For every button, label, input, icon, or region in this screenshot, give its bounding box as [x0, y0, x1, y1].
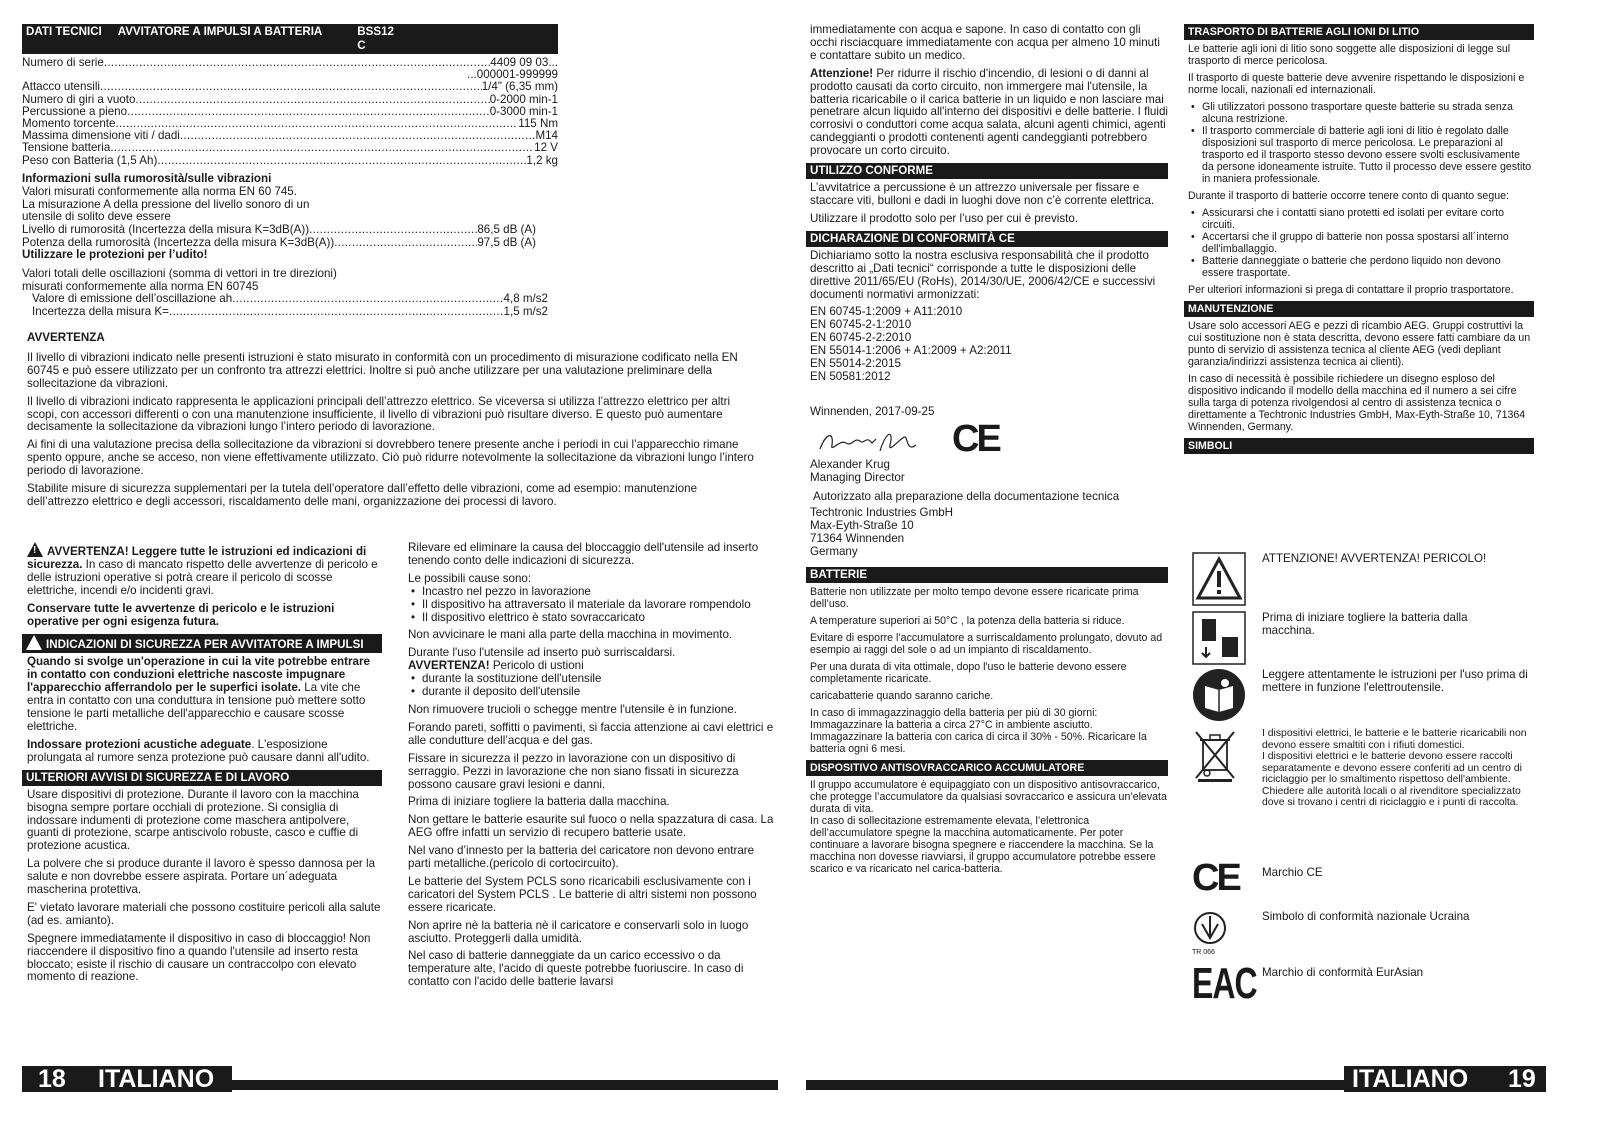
col2-paragraph: Forando pareti, soffitti o pavimenti, si faccia attenzione ai cavi elettrici e alle condutture dell’acqua e del gas.	[408, 720, 774, 747]
spec-value: 1,5 m/s2	[503, 304, 548, 318]
spec-table	[22, 57, 560, 167]
spec-value: 1,2 kg	[526, 153, 558, 167]
transport-paragraph: Per ulteriori informazioni si prega di contattare il proprio trasportatore.	[1188, 284, 1514, 296]
spec-row	[22, 224, 536, 236]
more-paragraph: Usare dispositivi di protezione. Durante il lavoro con la macchina bisogna sempre portare occhiali di protezione. Si consiglia di indossare indumenti di protezione come maschera antipolvere, guanti di protezione, scarpe antiscivolo robuste, casco e cuffie di protezione acustica.	[27, 787, 359, 853]
list-item: EN 60745-1:2009 + A11:2010	[810, 305, 963, 319]
overload-paragraph: Il gruppo accumulatore è equipaggiato con un dispositivo antisovraccarico, che protegge l’accumulatore da qualsiasi sovraccarico e assicura un’elevata durata di vita.	[810, 779, 1167, 816]
warning-paragraph: Il livello di vibrazioni indicato rappresenta le applicazioni principali dell’attrezzo elettrico. Se viceversa si utilizza l’attrezzo elettrico per altri scopi, con accessori differenti o con una manutenzione insufficiente, il livello di vibrazioni può risultare diverso. E questo può aumentare decisamente la sollecitazione da vibrazioni lungo l’intero periodo di lavorazione.	[27, 394, 731, 434]
spec-row	[32, 293, 548, 305]
vib-line: Valori totali delle oscillazioni (somma di vettori in tre direzioni)	[22, 266, 337, 280]
col2-paragraph: Non rimuovere trucioli o schegge mentre l'utensile è in funzione.	[408, 702, 737, 716]
leader-dots	[232, 293, 503, 305]
spec-value: 97,5 dB (A)	[477, 235, 536, 249]
transport-paragraph: Il trasporto di queste batterie deve avvenire rispettando le disposizioni e norme locali, nazionali ed internazionali.	[1188, 72, 1525, 96]
symbol-text: Prima di iniziare togliere la batteria dalla macchina.	[1262, 611, 1468, 637]
col2-paragraph: Rilevare ed eliminare la causa del bloccaggio dell'utensile ad inserto tenendo conto delle indicazioni di sicurezza.	[408, 541, 759, 567]
leader-dots	[334, 237, 477, 249]
footer-rule	[232, 1080, 778, 1090]
spec-value: 12 V	[534, 141, 558, 155]
spec-value: ...000001-999999	[467, 68, 558, 82]
overload-paragraph: In caso di sollecitazione estremamente elevata, l’elettronica dell’accumulatore spegne la macchina automaticamente. Per poter continuare a lavorare bisogna spegnere e riaccendere la macchina. Se la macchina non dovesse riavviarsi, il gruppo accumulatore potrebbe essere scarico e va ricaricato nel carica-batteria.	[810, 815, 1156, 876]
spec-value: M14	[535, 129, 558, 143]
signer-role: Managing Director	[810, 470, 905, 484]
list-item: EN 50581:2012	[810, 369, 891, 383]
col2-paragraph: Non aprire nè la batteria nè il caricatore e conservarli solo in luogo asciutto. Proteggerli dalla umidità.	[408, 918, 749, 945]
maintenance-paragraph: Usare solo accessori AEG e pezzi di ricambio AEG. Gruppi costruttivi la cui sostituzione non è stata descritta, devono essere fatti cambiare da un punto di servizio di assistenza tecnica al cliente AEG (vedi depliant garanzia/indirizzi assistenza tecnica ai clienti).	[1188, 320, 1531, 368]
left-column-2	[408, 542, 774, 994]
eac-mark-icon: EAC	[1192, 958, 1257, 1008]
spec-row	[22, 94, 558, 106]
burn-warning: AVVERTENZA! Pericolo di ustioni	[408, 659, 584, 673]
footer-rule	[806, 1080, 1344, 1090]
battery-paragraph: Per una durata di vita ottimale, dopo l'uso le batterie devono essere completamente ricaricate.	[810, 661, 1127, 686]
noise-line: Valori misurati conformemente alla norma EN 60 745.	[22, 184, 297, 198]
ce-declaration-header: DICHARAZIONE DI CONFORMITÀ CE	[806, 231, 1168, 247]
symbol-text: I dispositivi elettrici, le batterie e le batterie ricaricabili non devono essere smaltiti con i rifiuti domestici. I dispositivi elettrici e le batterie devono essere raccolti separatamente e devono essere conferiti ad un centro di riciclaggio per lo smaltimento rispettoso dell'ambiente. Chiedere alle autorità locali o al rivenditore specializzato dove si trovano i centri di riciclaggio e i punti di raccolta.	[1262, 728, 1527, 808]
list-item: • Incastro nel pezzo in lavorazione	[422, 586, 774, 599]
read-manual-icon	[1192, 668, 1246, 722]
ce-mark: CE	[952, 417, 999, 460]
burns-list	[408, 673, 774, 699]
battery-paragraph: Batterie non utilizzate per molto tempo devone essere ricaricate prima dell’uso.	[810, 586, 1139, 611]
list-item: Max-Eyth-Straße 10	[810, 519, 914, 533]
list-item: Germany	[810, 545, 858, 559]
spec-label: Valore di emissione dell’oscillazione ah	[32, 292, 233, 306]
footer-language: ITALIANO	[1352, 1065, 1469, 1093]
leader-dots	[127, 106, 490, 118]
leader-dots	[157, 155, 526, 167]
list-item: • Gli utilizzatori possono trasportare queste batterie su strada senza alcuna restrizione.	[1202, 101, 1534, 125]
use-header: UTILIZZO CONFORME	[806, 163, 1168, 179]
warning-paragraph: Ai fini di una valutazione precisa della sollecitazione da vibrazioni si dovrebbero tenere presente anche i periodi in cui l’apparecchio rimane spento oppure, anche se acceso, non viene effettivamente utilizzato. Ciò può ridurre notevolmente la sollecitazione da vibrazioni lungo l’intero periodo di lavorazione.	[27, 438, 754, 478]
ce-mark-icon: CE	[1192, 857, 1239, 899]
list-item: • Batterie danneggiate o batterie che perdono liquido non devono essere trasportate.	[1202, 255, 1534, 279]
attention-paragraph: Attenzione! Per ridurre il rischio d'incendio, di lesioni o di danni al prodotto causati da corto circuito, non immergere mai l'utensile, la batteria ricaricabile o il carica batterie in un liquido e non lasciare mai penetrare alcun liquido all'interno dei dispositivi e delle batterie. I fluidi corrosivi o conduttori come acqua salata, alcuni agenti chimici, agenti candeggianti o prodotti contenenti agenti candeggianti potrebbero provocare un corto circuito.	[810, 66, 1168, 158]
overload-header: DISPOSITIVO ANTISOVRACCARICO ACCUMULATORE	[806, 760, 1168, 776]
causes-list	[408, 586, 774, 625]
list-item: 71364 Winnenden	[810, 532, 905, 546]
leader-dots	[100, 81, 482, 93]
warning-triangle-icon	[27, 542, 43, 557]
symbol-text: Simbolo di conformità nazionale Ucraina	[1262, 910, 1470, 923]
spec-value: 4409 09 03...	[490, 56, 558, 69]
transport-paragraph: Le batterie agli ioni di litio sono soggette alle disposizioni di legge sul trasporto di merce pericolosa.	[1188, 43, 1511, 67]
more-paragraph: La polvere che si produce durante il lavoro è spesso dannosa per la salute e non dovrebbe essere aspirata. Portare un´adeguata mascherina protettiva.	[27, 857, 376, 897]
vib-table	[22, 293, 560, 317]
spec-label: Tensione batteria	[22, 141, 111, 155]
list-item: • durante la sostituzione dell'utensile	[422, 673, 774, 686]
warning-sign-icon	[1192, 552, 1246, 606]
list-item: • Il dispositivo elettrico è stato sovraccaricato	[422, 612, 774, 625]
footer-language: ITALIANO	[98, 1065, 215, 1093]
signature-image	[816, 425, 926, 459]
warning-paragraph: Il livello di vibrazioni indicato nelle presenti istruzioni è stato misurato in conformità con un procedimento di misurazione codificato nella EN 60745 e può essere utilizzato per un confronto tra attrezzi elettrici. Inoltre si può anche utilizzare per una valutazione preliminare della sollecitazione da vibrazioni.	[27, 350, 738, 390]
leader-dots	[180, 130, 536, 142]
leader-dots	[309, 224, 477, 236]
leader-dots	[110, 142, 534, 154]
page-number: 19	[1508, 1065, 1536, 1093]
spec-row	[22, 81, 558, 93]
keep-instructions: Conservare tutte le avvertenze di pericolo e le istruzioni operative per ogni esigenza futura.	[27, 601, 335, 628]
right-column-2	[1188, 24, 1534, 457]
spec-label: Incertezza della misura K=	[32, 304, 169, 318]
spec-label: Peso con Batteria (1,5 Ah)	[22, 153, 158, 167]
norms-list	[810, 306, 1168, 383]
more-paragraph: E' vietato lavorare materiali che possono costituire pericoli alla salute (ad es. amianto).	[27, 900, 381, 927]
place-date: Winnenden, 2017-09-25	[810, 404, 935, 418]
list-item: EN 55014-2:2015	[810, 357, 901, 371]
list-item: • Assicurarsi che i contatti siano protetti ed isolati per evitare corto circuiti.	[1202, 207, 1534, 231]
col2-paragraph: Durante l'uso l'utensile ad inserto può surriscaldarsi.	[408, 646, 676, 660]
list-item: EN 60745-2-1:2010	[810, 318, 912, 332]
noise-table	[22, 224, 560, 248]
batteries-header: BATTERIE	[806, 567, 1168, 583]
page-footer-right	[1344, 1066, 1546, 1092]
spec-row	[22, 155, 558, 167]
spec-value: 115 Nm	[518, 116, 558, 130]
col3-paragraph: immediatamente con acqua e sapone. In caso di contatto con gli occhi risciacquare immediatamente con acqua per almeno 10 minuti e contattare subito un medico.	[810, 23, 1160, 62]
spec-label: Livello di rumorosità (Incertezza della misura K=3dB(A))	[22, 223, 310, 237]
leader-dots	[169, 306, 504, 318]
spec-value: 86,5 dB (A)	[477, 223, 536, 237]
authorized-note: Autorizzato alla preparazione della documentazione tecnica	[813, 489, 1120, 503]
spec-value: 0-2000 min-1	[489, 92, 558, 106]
spec-row	[22, 237, 536, 249]
page-number: 18	[38, 1065, 66, 1093]
ukraine-label: TR 066	[1192, 949, 1215, 956]
warning-triangle-icon	[26, 635, 42, 650]
battery-paragraph: Evitare di esporre l’accumulatore a surriscaldamento prolungato, dovuto ad esempio ai raggi del sole o ad un impianto di riscaldamento.	[810, 632, 1163, 657]
spec-label: Attacco utensili	[22, 80, 100, 94]
symbol-text: Leggere attentamente le istruzioni per l'uso prima di mettere in funzione l'elettroutensile.	[1262, 668, 1528, 694]
general-warning: !AVVERTENZA! Leggere tutte le istruzioni ed indicazioni di sicurezza. In caso di mancato rispetto delle avvertenze di pericolo e delle istruzioni operative si potrà creare il pericolo di scosse elettriche, incendi e/o incidenti gravi.	[27, 542, 382, 598]
spec-label: Potenza della rumorosità (Incertezza della misura K=3dB(A))	[22, 235, 335, 249]
safety-header: !INDICAZIONI DI SICUREZZA PER AVVITATORE A IMPULSI	[22, 634, 382, 653]
col2-paragraph: Le batterie del System PCLS sono ricaricabili esclusivamente con i caricatori del System PCLS . Le batterie di altri sistemi non possono essere ricaricate.	[408, 874, 757, 914]
noise-protect: Utilizzare le protezioni per l’udito!	[22, 247, 208, 261]
list-item: • durante il deposito dell'utensile	[422, 686, 774, 699]
more-paragraph: Spegnere immediatamente il dispositivo in caso di bloccaggio! Non riaccendere il dispositivo fino a quando l'utensile ad inserto resta bloccato; esiste il rischio di causare un contraccolpo con elevato momento di reazione.	[27, 931, 371, 984]
battery-paragraph: caricabatterie quando saranno cariche.	[810, 690, 994, 703]
page-footer-left	[22, 1066, 232, 1092]
spec-label: Massima dimensione viti / dadi	[22, 129, 180, 143]
safety-paragraph: Quando si svolge un'operazione in cui la vite potrebbe entrare in contatto con conduzioni elettriche nascoste impugnare l'apparecchio afferrandolo per le superfici isolate. La vite che entra in contatto con una conduttura in tensione può mettere sotto tensione le parti metalliche dell'apparecchio e causare scosse elettriche.	[27, 655, 370, 733]
list-item: • Accertarsi che il gruppo di batterie non possa spostarsi all´interno dell'imballaggio.	[1202, 231, 1534, 255]
transport-list	[1188, 207, 1534, 279]
transport-list	[1188, 101, 1534, 185]
battery-paragraph: A temperature superiori ai 50°C , la potenza della batteria si riduce.	[810, 615, 1125, 628]
col2-paragraph: Nel caso di batterie danneggiate da un carico eccessivo o da temperature alte, l'acido di queste potrebbe fuoriuscire. In caso di contatto con l'acido delle batterie lavarsi	[408, 949, 744, 989]
use-paragraph: Utilizzare il prodotto solo per l’uso per cui è previsto.	[810, 211, 1079, 225]
transport-header: TRASPORTO DI BATTERIE AGLI IONI DI LITIO	[1184, 24, 1534, 40]
list-item: EN 60745-2-2:2010	[810, 331, 912, 345]
maintenance-header: MANUTENZIONE	[1184, 301, 1534, 317]
spec-row	[22, 142, 558, 154]
tech-data-section	[22, 24, 560, 318]
right-column-1	[810, 24, 1168, 875]
maintenance-paragraph: In caso di necessità è possibile richiedere un disegno esploso del dispositivo indicando il modello della macchina ed il numero a sei cifre sulla targa di potenza rivolgendosi al centro di assistenza tecnica o direttamente a Techtronic Industries GmbH, Max-Eyth-Straße 10, 71364 Winnenden, Germany.	[1188, 373, 1526, 433]
list-item: EN 55014-1:2006 + A1:2009 + A2:2011	[810, 344, 1012, 358]
warning-title: AVVERTENZA	[27, 331, 105, 344]
col2-paragraph: Le possibili cause sono:	[408, 571, 532, 585]
col2-paragraph: Non avvicinare le mani alla parte della macchina in movimento.	[408, 628, 733, 642]
noise-line: La misurazione A della pressione del livello sonoro di un	[22, 197, 310, 211]
leader-dots	[104, 57, 490, 69]
col2-paragraph: Prima di iniziare togliere la batteria dalla macchina.	[408, 795, 670, 809]
noise-line: utensile di solito deve essere	[22, 210, 171, 224]
left-column-1	[27, 542, 382, 989]
col2-paragraph: Fissare in sicurezza il pezzo in lavorazione con un dispositivo di serraggio. Pezzi in lavorazione che non siano fissati in sicurezza possono causare gravi lesioni e danni.	[408, 751, 739, 791]
symbols-header: SIMBOLI	[1184, 438, 1534, 454]
symbol-text: ATTENZIONE! AVVERTENZA! PERICOLO!	[1262, 552, 1487, 565]
spec-label: Momento torcente	[22, 116, 116, 130]
spec-value: 4,8 m/s2	[503, 292, 548, 306]
spec-row	[22, 69, 558, 81]
spec-label: Numero di serie	[22, 56, 104, 69]
spec-row	[32, 306, 548, 318]
weee-bin-icon	[1192, 728, 1238, 782]
symbol-text: Marchio di conformità EurAsian	[1262, 966, 1424, 979]
page-right	[800, 0, 1600, 1136]
spec-value: 1/4" (6,35 mm)	[481, 80, 558, 94]
more-safety-header: ULTERIORI AVVISI DI SICUREZZA E DI LAVORO	[22, 770, 382, 786]
warning-paragraph: Stabilite misure di sicurezza supplementari per la tutela dell’operatore dall’effetto delle vibrazioni, come ad esempio: manutenzione dell’attrezzo elettrico e degli accessori, riscaldamento delle mani, organizzazione dei processi di lavoro.	[27, 482, 698, 508]
transport-paragraph: Durante il trasporto di batterie occorre tenere conto di quanto segue:	[1188, 190, 1509, 202]
noise-title: Informazioni sulla rumorosità/sulle vibrazioni	[22, 171, 272, 185]
spec-value: 0-3000 min-1	[489, 104, 558, 118]
ear-paragraph: Indossare protezioni acustiche adeguate. L'esposizione prolungata al rumore senza protezione può causare danni all'udito.	[27, 737, 370, 764]
list-item: • Il trasporto commerciale di batterie agli ioni di litio è regolato dalle disposizioni sul trasporto di merce pericolosa. Le preparazioni al trasporto ed il trasporto stesso devono essere svolti esclusivamente da persone idoneamente istruite. Tutto il processo deve essere gestito in maniera professionale.	[1202, 125, 1534, 185]
address-block	[810, 507, 1168, 559]
spec-label: Percussione a pieno	[22, 104, 128, 118]
col2-paragraph: Nel vano d’innesto per la batteria del caricatore non devono entrare parti metalliche.(pericolo di cortocircuito).	[408, 844, 755, 871]
leader-dots	[135, 94, 489, 106]
battery-paragraph: In caso di immagazzinaggio della batteria per più di 30 giorni: Immagazzinare la batteria a circa 27°C in ambiente asciutto. Immagazzinare la batteria con carica di circa il 30% - 50%. Ricaricare la batteria ogni 6 mesi.	[810, 707, 1147, 756]
list-item: • Il dispositivo ha attraversato il materiale da lavorare rompendolo	[422, 599, 774, 612]
col2-paragraph: Non gettare le batterie esaurite sul fuoco o nella spazzatura di casa. La AEG offre infatti un servizio di recupero batterie usate.	[408, 813, 774, 840]
tech-data-header: DATI TECNICI AVVITATORE A IMPULSI A BATTERIA BSS12 C	[22, 24, 558, 54]
ce-paragraph: Dichiariamo sotto la nostra esclusiva responsabilità che il prodotto descritto ai „Dati tecnici“ corrisponde a tutte le disposizioni delle direttive 2011/65/EU (RoHs), 2014/30/UE, 2006/42/CE e successivi documenti normativi armonizzati:	[810, 248, 1156, 301]
spec-label: Numero di giri a vuoto	[22, 92, 136, 106]
vib-line: misurati conformemente alla norma EN 60745	[22, 279, 259, 293]
signer-name: Alexander Krug	[810, 457, 890, 471]
remove-battery-icon	[1192, 611, 1246, 665]
use-paragraph: L’avvitatrice a percussione è un attrezzo universale per fissare e staccare viti, bulloni e dadi in luoghi dove non c’è corrente elettrica.	[810, 181, 1155, 207]
symbols-list	[1188, 548, 1558, 1028]
symbol-text: Marchio CE	[1262, 866, 1323, 879]
vibration-warning-section	[27, 332, 761, 514]
list-item: Techtronic Industries GmbH	[810, 506, 954, 520]
